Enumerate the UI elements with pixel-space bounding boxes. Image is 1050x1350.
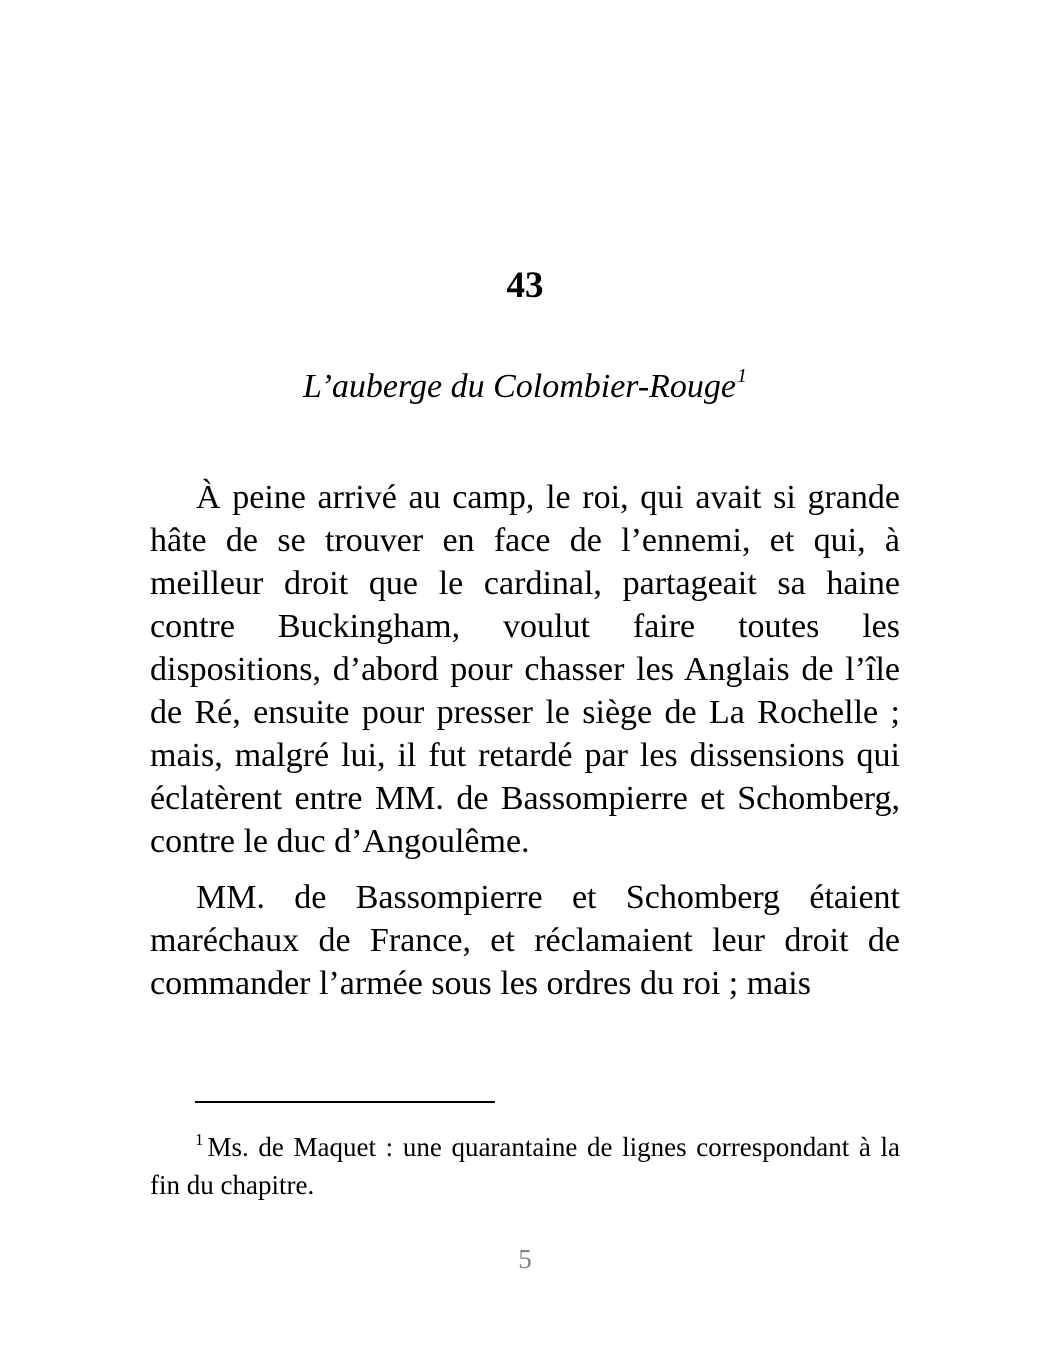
footnote-separator xyxy=(195,1101,495,1103)
chapter-title xyxy=(0,364,1050,414)
footnote-reference: 1 xyxy=(737,365,748,387)
body-text xyxy=(150,476,900,1018)
footnote-marker: 1 xyxy=(195,1130,204,1149)
chapter-number: 43 xyxy=(506,265,544,306)
paragraph: MM. de Bassompierre et Schomberg étaient maréchaux de France, et réclamaient leur droit de commander l’armée sous les ordres du roi ; mais xyxy=(150,879,900,1002)
page-number: 5 xyxy=(518,1244,532,1274)
chapter-title-text: L’auberge du Colombier-Rouge xyxy=(302,368,737,405)
footnote-text: Ms. de Maquet : une quarantaine de lignes correspondant à la fin du chapitre. xyxy=(150,1132,900,1200)
paragraph: À peine arrivé au camp, le roi, qui avait si grande hâte de se trouver en face de l’ennemi, et qui, à meilleur droit que le cardinal, partageait sa haine contre Buckingham, voulut faire toutes les dispositions, d’abord pour chasser les Anglais de l’île de Ré, ensuite pour presser le siège de La Rochelle ; mais, malgré lui, il fut retardé par les dissensions qui éclatèrent entre MM. de Bassompierre et Schomberg, contre le duc d’Angoulême. xyxy=(150,479,900,860)
footnote xyxy=(150,1130,900,1203)
